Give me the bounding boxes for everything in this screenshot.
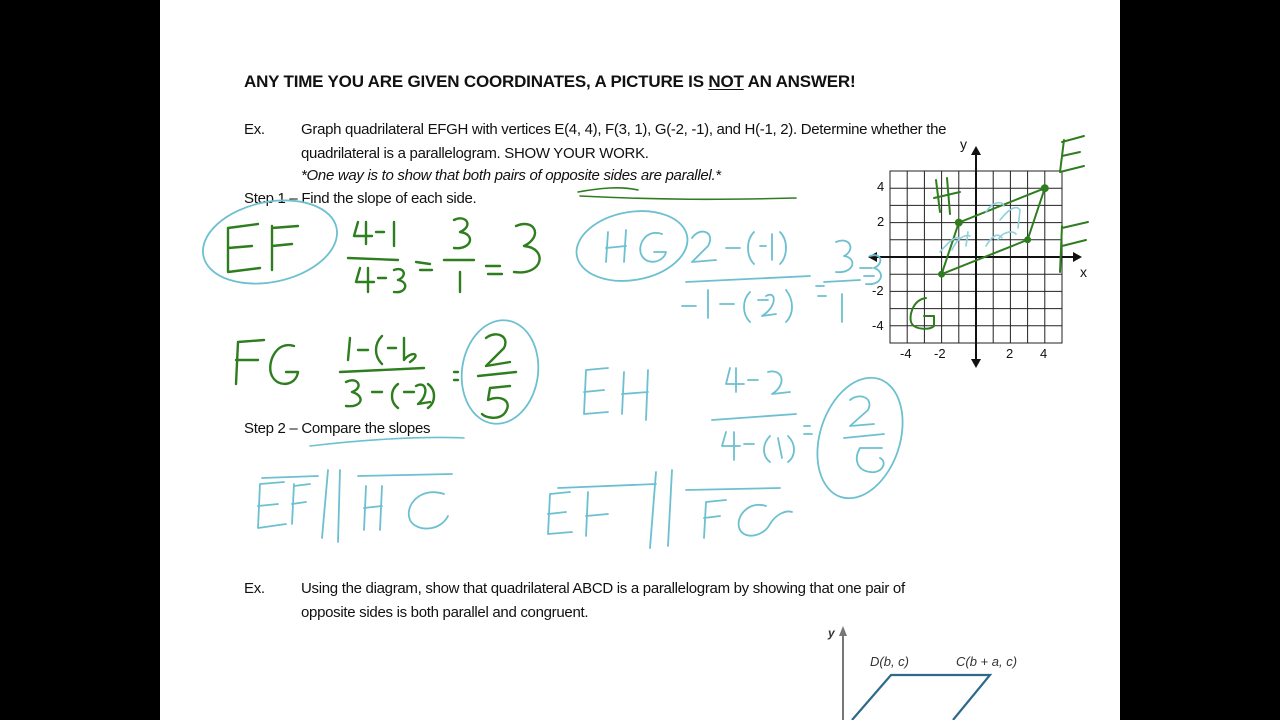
y-tick-4: 4 xyxy=(877,179,885,194)
example1-line2: quadrilateral is a parallelogram. SHOW YOUR WORK. xyxy=(301,145,649,162)
parallelogram-diagram xyxy=(160,0,1120,720)
example1-label: Ex. xyxy=(244,121,265,138)
x-tick-neg4: -4 xyxy=(900,346,912,361)
step2-instruction: Step 2 – Compare the slopes xyxy=(244,420,431,437)
worksheet-page xyxy=(160,0,1120,720)
y-tick-neg4: -4 xyxy=(872,318,884,333)
example2-line1: Using the diagram, show that quadrilateral ABCD is a parallelogram by showing that one pair of xyxy=(301,580,905,597)
heading-text-before: ANY TIME YOU ARE GIVEN COORDINATES, A PICTURE IS xyxy=(244,72,709,91)
x-tick-neg2: -2 xyxy=(934,346,946,361)
heading-underlined-word: NOT xyxy=(708,72,744,91)
step1-instruction: Step 1 – Find the slope of each side. xyxy=(244,190,477,207)
parallelogram-abcd xyxy=(852,675,990,720)
x-tick-4: 4 xyxy=(1040,346,1048,361)
y-axis-label: y xyxy=(960,136,967,152)
example2-label: Ex. xyxy=(244,580,265,597)
point-d-label: D(b, c) xyxy=(870,654,909,669)
example1-line1: Graph quadrilateral EFGH with vertices E(4, 4), F(3, 1), G(-2, -1), and H(-1, 2). Determine whether the xyxy=(301,121,947,138)
x-axis-label: x xyxy=(1080,264,1087,280)
diagram-y-arrow-icon xyxy=(839,626,847,636)
example2-line2: opposite sides is both parallel and congruent. xyxy=(301,604,589,621)
diagram-y-label: y xyxy=(828,626,835,640)
x-tick-2: 2 xyxy=(1006,346,1014,361)
point-c-label: C(b + a, c) xyxy=(956,654,1018,669)
example1-hint: *One way is to show that both pairs of opposite sides are parallel.* xyxy=(301,167,721,184)
heading-text-after: AN ANSWER! xyxy=(743,72,856,91)
y-tick-2: 2 xyxy=(877,214,885,229)
y-tick-neg2: -2 xyxy=(872,283,884,298)
